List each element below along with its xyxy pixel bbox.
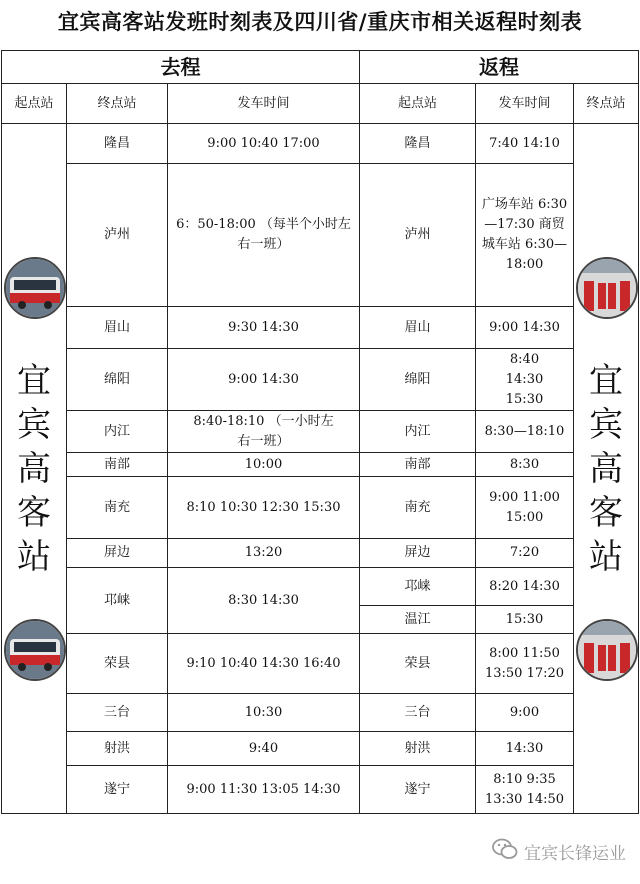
return-time-cell: 15:30: [476, 606, 574, 634]
return-origin-cell: 南充: [360, 477, 476, 539]
destination-cell: 射洪: [67, 732, 168, 766]
return-time-cell: 14:30: [476, 732, 574, 766]
table-row: [2, 307, 639, 349]
depart-time-cell: 8:30 14:30: [168, 568, 360, 634]
return-destination-cell: [574, 124, 639, 814]
col-return-depart-time: 发车时间: [476, 84, 574, 124]
depart-time-cell: 9:00 11:30 13:05 14:30: [168, 766, 360, 814]
destination-cell: 眉山: [67, 307, 168, 349]
return-origin-cell: 温江: [360, 606, 476, 634]
origin-station-cell: [2, 124, 67, 814]
return-time-cell: 8:30: [476, 453, 574, 477]
return-time-cell: 8:00 11:50 13:50 17:20: [476, 634, 574, 694]
return-origin-cell: 三台: [360, 694, 476, 732]
return-time-cell: 8:10 9:35 13:30 14:50: [476, 766, 574, 814]
destination-cell: 邛崃: [67, 568, 168, 634]
return-origin-cell: 邛崃: [360, 568, 476, 606]
table-row: [2, 453, 639, 477]
table-row: [2, 411, 639, 453]
return-time-cell: 9:00 14:30: [476, 307, 574, 349]
depart-time-cell: 9:40: [168, 732, 360, 766]
return-origin-cell: 南部: [360, 453, 476, 477]
table-row: [2, 349, 639, 411]
table-row: [2, 694, 639, 732]
col-return-destination: 终点站: [574, 84, 639, 124]
depart-time-cell: 8:10 10:30 12:30 15:30: [168, 477, 360, 539]
origin-station-name: 宜 宾 高 客 站: [17, 360, 51, 577]
col-destination: 终点站: [67, 84, 168, 124]
destination-cell: 隆昌: [67, 124, 168, 164]
depart-time-cell: 13:20: [168, 539, 360, 568]
col-return-origin: 起点站: [360, 84, 476, 124]
return-origin-cell: 荣县: [360, 634, 476, 694]
destination-cell: 内江: [67, 411, 168, 453]
return-origin-cell: 遂宁: [360, 766, 476, 814]
bus-interior-photo: [576, 619, 638, 681]
table-row: [2, 539, 639, 568]
bus-photo: [4, 619, 66, 681]
return-time-cell: 8:20 14:30: [476, 568, 574, 606]
destination-cell: 泸州: [67, 164, 168, 307]
col-origin: 起点站: [2, 84, 67, 124]
return-time-cell: 7:20: [476, 539, 574, 568]
return-time-cell: 广场车站 6:30—17:30 商贸城车站 6:30—18:00: [476, 164, 574, 307]
return-time-cell: 8:30—18:10: [476, 411, 574, 453]
bus-photo: [4, 257, 66, 319]
col-depart-time: 发车时间: [168, 84, 360, 124]
table-row: [2, 732, 639, 766]
return-time-cell: 8:40 14:30 15:30: [476, 349, 574, 411]
wechat-icon: [492, 838, 518, 865]
return-time-cell: 7:40 14:10: [476, 124, 574, 164]
return-destination-name: 宜 宾 高 客 站: [589, 360, 623, 577]
return-origin-cell: 绵阳: [360, 349, 476, 411]
watermark: [492, 838, 626, 865]
destination-cell: 南充: [67, 477, 168, 539]
watermark-text: 宜宾长锋运业: [524, 844, 626, 864]
table-row: [2, 124, 639, 164]
depart-time-cell: 10:30: [168, 694, 360, 732]
schedule-table: [1, 50, 639, 814]
table-row: [2, 477, 639, 539]
destination-cell: 荣县: [67, 634, 168, 694]
return-origin-cell: 泸州: [360, 164, 476, 307]
destination-cell: 屏边: [67, 539, 168, 568]
table-row: [2, 766, 639, 814]
destination-cell: 绵阳: [67, 349, 168, 411]
bus-interior-photo: [576, 257, 638, 319]
return-origin-cell: 射洪: [360, 732, 476, 766]
return-origin-cell: 眉山: [360, 307, 476, 349]
depart-time-cell: 9:30 14:30: [168, 307, 360, 349]
return-origin-cell: 内江: [360, 411, 476, 453]
return-origin-cell: 隆昌: [360, 124, 476, 164]
outbound-header: 去程: [2, 51, 360, 84]
depart-time-cell: 6：50-18:00 （每半个小时左右一班）: [168, 164, 360, 307]
destination-cell: 三台: [67, 694, 168, 732]
destination-cell: 遂宁: [67, 766, 168, 814]
table-row: [2, 634, 639, 694]
depart-time-cell: 9:00 14:30: [168, 349, 360, 411]
depart-time-cell: 9:00 10:40 17:00: [168, 124, 360, 164]
return-time-cell: 9:00: [476, 694, 574, 732]
depart-time-cell: 9:10 10:40 14:30 16:40: [168, 634, 360, 694]
depart-time-cell: 10:00: [168, 453, 360, 477]
destination-cell: 南部: [67, 453, 168, 477]
return-origin-cell: 屏边: [360, 539, 476, 568]
table-row: [2, 568, 639, 606]
return-header: 返程: [360, 51, 639, 84]
depart-time-cell: 8:40-18:10 （一小时左右一班）: [168, 411, 360, 453]
page-title: 宜宾高客站发班时刻表及四川省/重庆市相关返程时刻表: [57, 9, 583, 34]
table-row: [2, 164, 639, 307]
return-time-cell: 9:00 11:00 15:00: [476, 477, 574, 539]
